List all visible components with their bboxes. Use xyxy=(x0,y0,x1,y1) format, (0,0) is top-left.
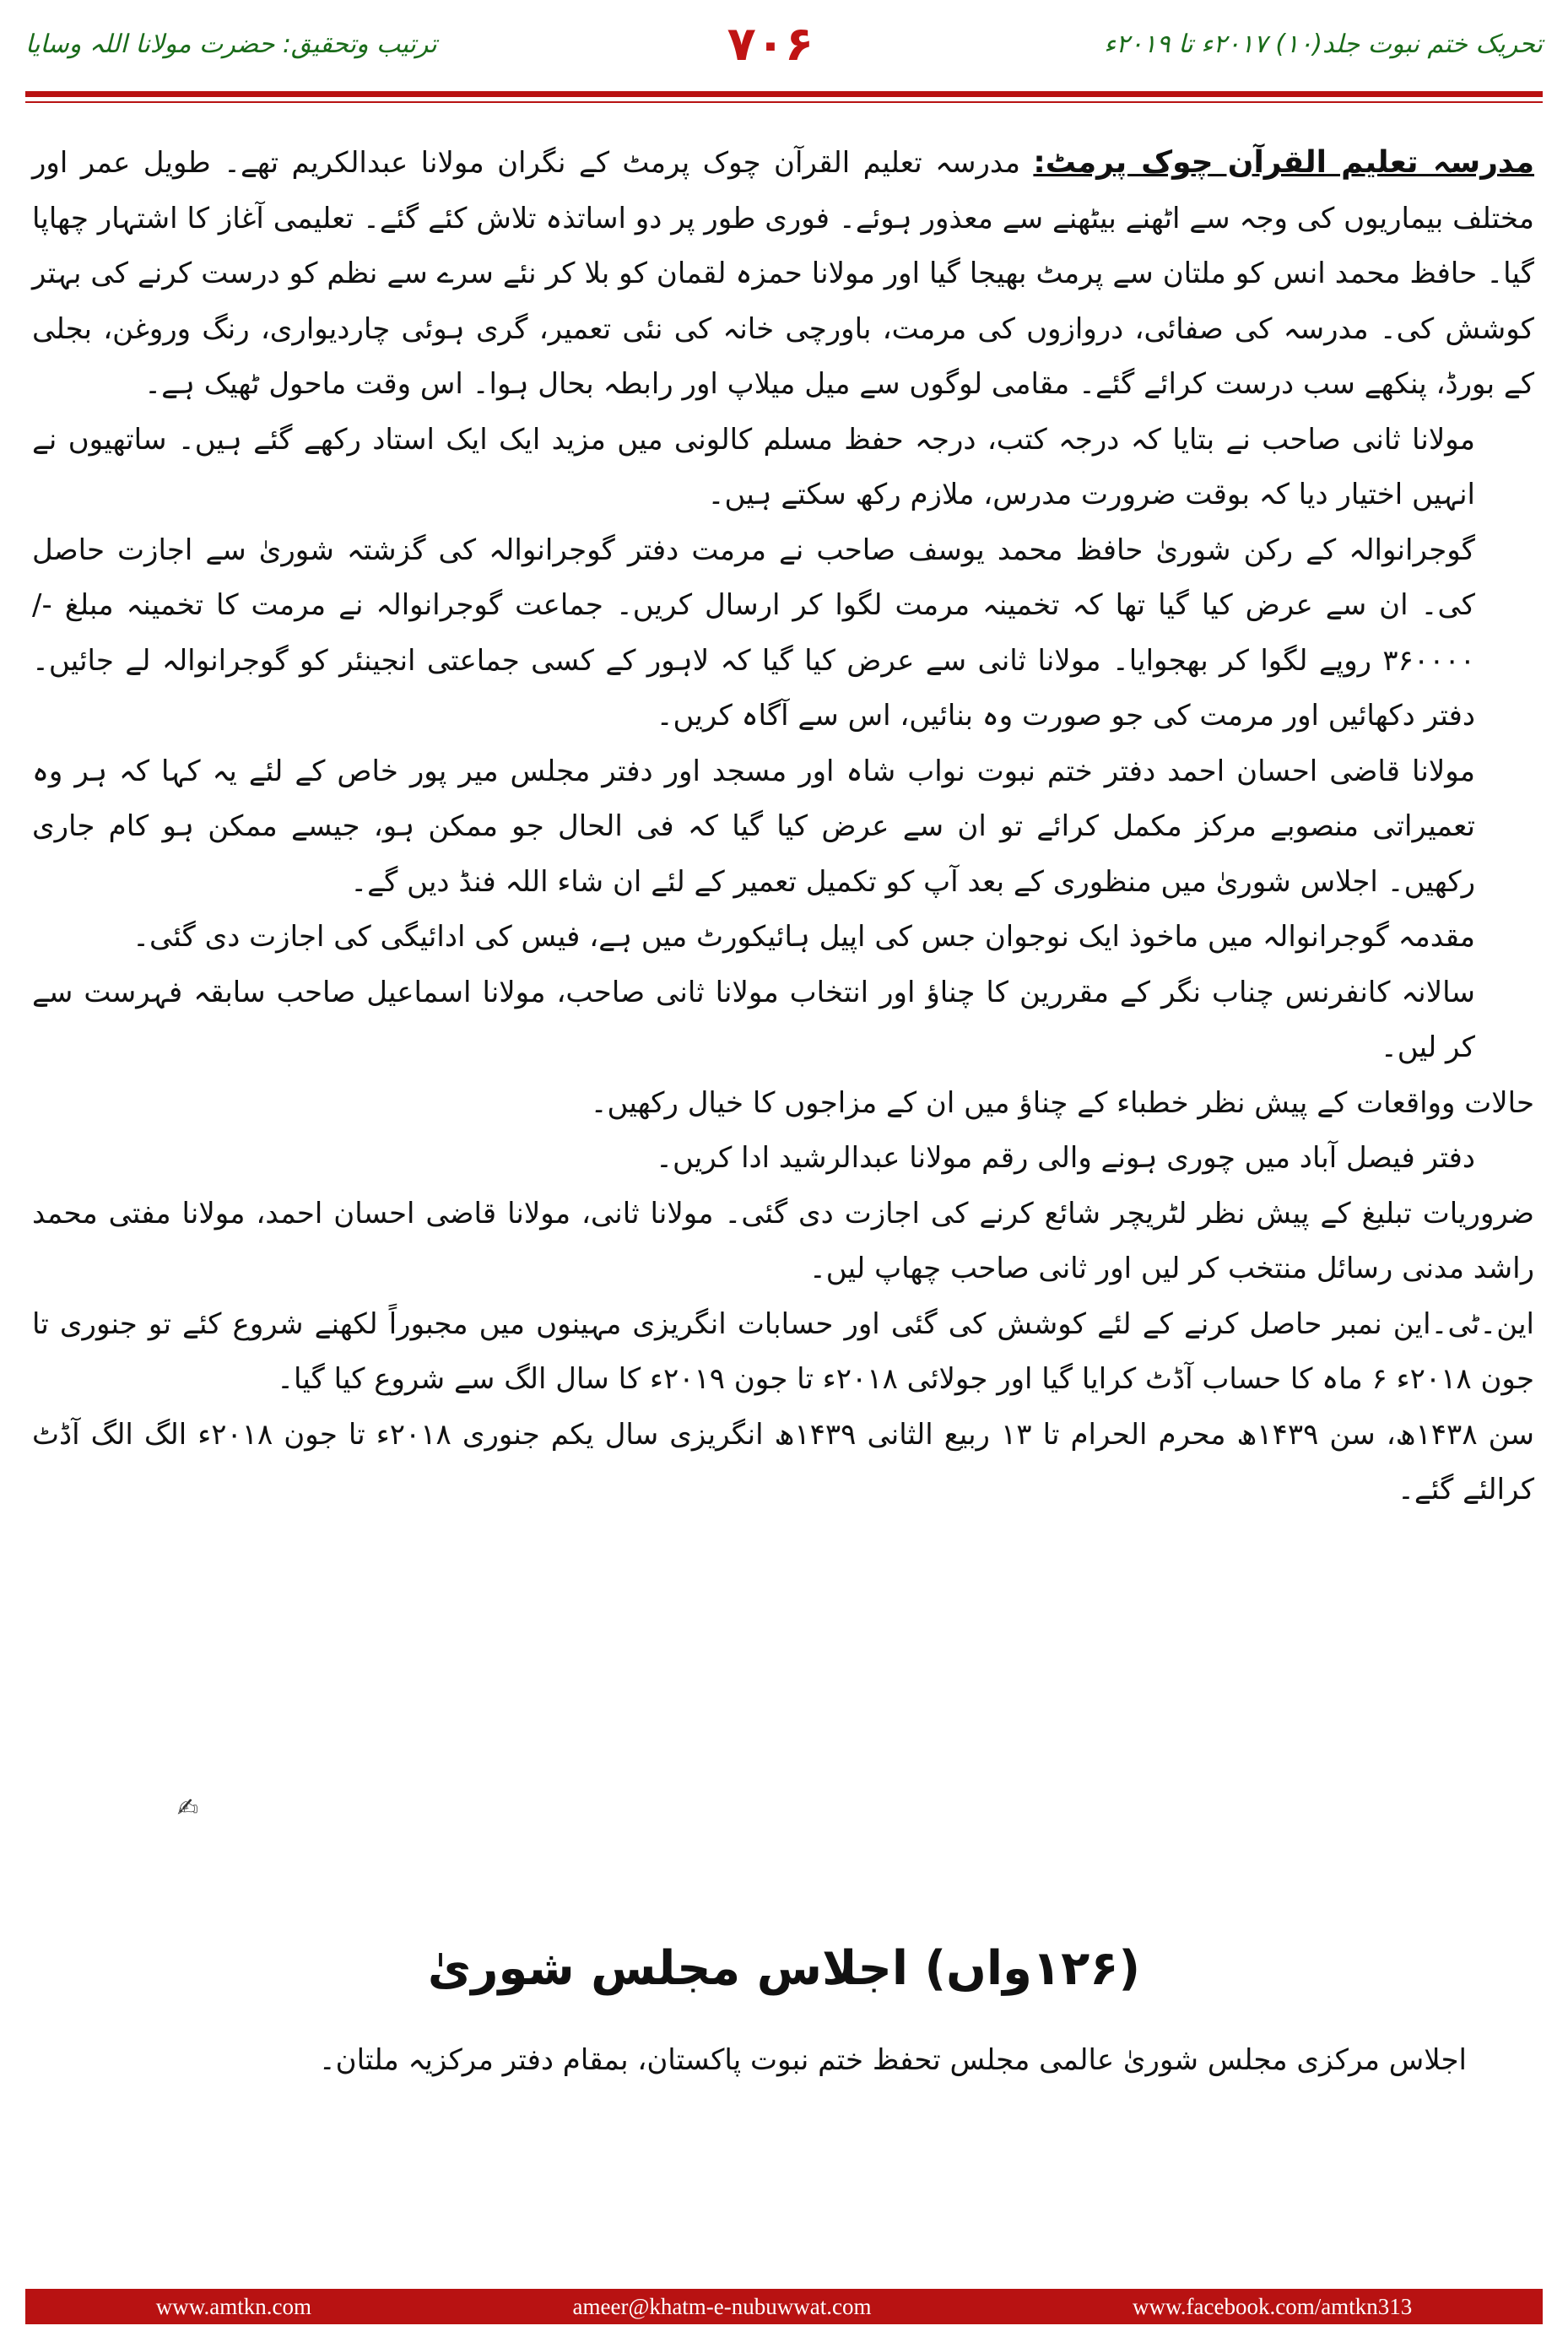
paragraph: مقدمہ گوجرانوالہ میں ماخوذ ایک نوجوان جس کی اپیل ہائیکورٹ میں ہے، فیس کی ادائیگی کی اجازت دی گئی۔ xyxy=(132,920,1475,954)
page-footer xyxy=(25,2289,1543,2324)
page-header xyxy=(25,16,1543,72)
paragraph: حالات وواقعات کے پیش نظر خطباء کے چناؤ میں ان کے مزاجوں کا خیال رکھیں۔ xyxy=(590,1085,1534,1120)
footer-email-link[interactable]: ameer@khatm-e-nubuwwat.com xyxy=(572,2293,872,2319)
paragraph-madrasa xyxy=(32,135,1534,413)
paragraph: سالانہ کانفرنس چناب نگر کے مقررین کا چناؤ اور انتخاب مولانا ثانی صاحب، مولانا اسماعیل صاحب سابقہ فہرست سے کر لیں۔ xyxy=(32,975,1475,1064)
paragraph: دفتر فیصل آباد میں چوری ہونے والی رقم مولانا عبدالرشید ادا کریں۔ xyxy=(656,1141,1475,1175)
footer-website-link[interactable]: www.amtkn.com xyxy=(155,2293,311,2319)
paragraph: سن ۱۴۳۸ھ، سن ۱۴۳۹ھ محرم الحرام تا ۱۳ ربیع الثانی ۱۴۳۹ھ انگریزی سال یکم جنوری ۲۰۱۸ء تا جون ۲۰۱۸ء الگ الگ آڈٹ کرالئے گئے۔ xyxy=(32,1417,1534,1506)
page-body xyxy=(32,135,1534,1518)
section-title: (۱۲۶واں) اجلاس مجلس شوریٰ xyxy=(427,1941,1141,1996)
handwritten-mark-icon: ✍ xyxy=(177,1793,199,1823)
header-rule xyxy=(25,91,1543,97)
paragraph: مولانا ثانی صاحب نے بتایا کہ درجہ کتب، درجہ حفظ مسلم کالونی میں مزید ایک ایک استاد رکھے گئے ہیں۔ ساتھیوں نے انہیں اختیار دیا کہ بوقت ضرورت مدرس، ملازم رکھ سکتے ہیں۔ xyxy=(32,422,1475,511)
book-title: تحریک ختم نبوت جلد(۱۰) ۲۰۱۷ء تا ۲۰۱۹ء xyxy=(1104,29,1543,59)
section-subtitle: اجلاس مرکزی مجلس شوریٰ عالمی مجلس تحفظ ختم نبوت پاکستان، بمقام دفتر مرکزیہ ملتان۔ xyxy=(318,2043,1467,2077)
paragraph: مولانا قاضی احسان احمد دفتر ختم نبوت نواب شاہ اور مسجد اور دفتر مجلس میر پور خاص کے لئے یہ کہا کہ ہر وہ تعمیراتی منصوبے مرکز مکمل کرائے تو ان سے عرض کیا گیا کہ فی الحال جو ممکن ہو، جیسے ممکن ہو کام جاری رکھیں۔ اجلاس شوریٰ میں منظوری کے بعد آپ کو تکمیل تعمیر کے لئے ان شاء اللہ فنڈ دیں گے۔ xyxy=(32,754,1475,899)
paragraph: این۔ٹی۔این نمبر حاصل کرنے کے لئے کوشش کی گئی اور حسابات انگریزی مہینوں میں مجبوراً لکھنے شروع کئے تو جنوری تا جون ۲۰۱۸ء ۶ ماہ کا حساب آڈٹ کرایا گیا اور جولائی ۲۰۱۸ء تا جون ۲۰۱۹ء کا سال الگ سے شروع کیا گیا۔ xyxy=(32,1306,1534,1396)
madrasa-heading: مدرسہ تعلیم القرآن چوک پرمٹ: xyxy=(1033,145,1535,180)
header-rule-thin xyxy=(25,101,1543,103)
compiler-credit: ترتیب وتحقیق: حضرت مولانا اللہ وسایا xyxy=(25,29,437,59)
paragraph: گوجرانوالہ کے رکن شوریٰ حافظ محمد یوسف صاحب نے مرمت دفتر گوجرانوالہ کی گزشتہ شوریٰ سے اجازت حاصل کی۔ ان سے عرض کیا گیا تھا کہ تخمینہ مرمت لگوا کر ارسال کریں۔ جماعت گوجرانوالہ نے مرمت کا تخمینہ مبلغ -/۳۶۰۰۰۰ روپے لگوا کر بھجوایا۔ مولانا ثانی سے عرض کیا گیا کہ لاہور کے کسی جماعتی انجینئر کو گوجرانوالہ لے جائیں۔ دفتر دکھائیں اور مرمت کی جو صورت وہ بنائیں، اس سے آگاہ کریں۔ xyxy=(32,533,1475,733)
madrasa-text: مدرسہ تعلیم القرآن چوک پرمٹ کے نگران مولانا عبدالکریم تھے۔ طویل عمر اور مختلف بیماریوں کی وجہ سے اٹھنے بیٹھنے سے معذور ہوئے۔ فوری طور پر دو اساتذہ تلاش کئے گئے۔ تعلیمی آغاز کا اشتہار چھاپا گیا۔ حافظ محمد انس کو ملتان سے پرمٹ بھیجا گیا اور مولانا حمزہ لقمان کو بلا کر نئے سرے سے نظم کو درست کرنے کی بہتر کوشش کی۔ مدرسہ کی صفائی، دروازوں کی مرمت، باورچی خانہ کی نئی تعمیر، گری ہوئی چاردیواری، رنگ وروغن، بجلی کے بورڈ، پنکھے سب درست کرائے گئے۔ مقامی لوگوں سے میل میلاپ اور رابطہ بحال ہوا۔ اس وقت ماحول ٹھیک ہے۔ xyxy=(32,146,1534,401)
footer-facebook-link[interactable]: www.facebook.com/amtkn313 xyxy=(1133,2293,1413,2319)
page-number: ۷۰۶ xyxy=(727,16,814,72)
paragraph: ضروریات تبلیغ کے پیش نظر لٹریچر شائع کرنے کی اجازت دی گئی۔ مولانا ثانی، مولانا قاضی احسان احمد، مولانا مفتی محمد راشد مدنی رسائل منتخب کر لیں اور ثانی صاحب چھاپ لیں۔ xyxy=(32,1196,1534,1285)
